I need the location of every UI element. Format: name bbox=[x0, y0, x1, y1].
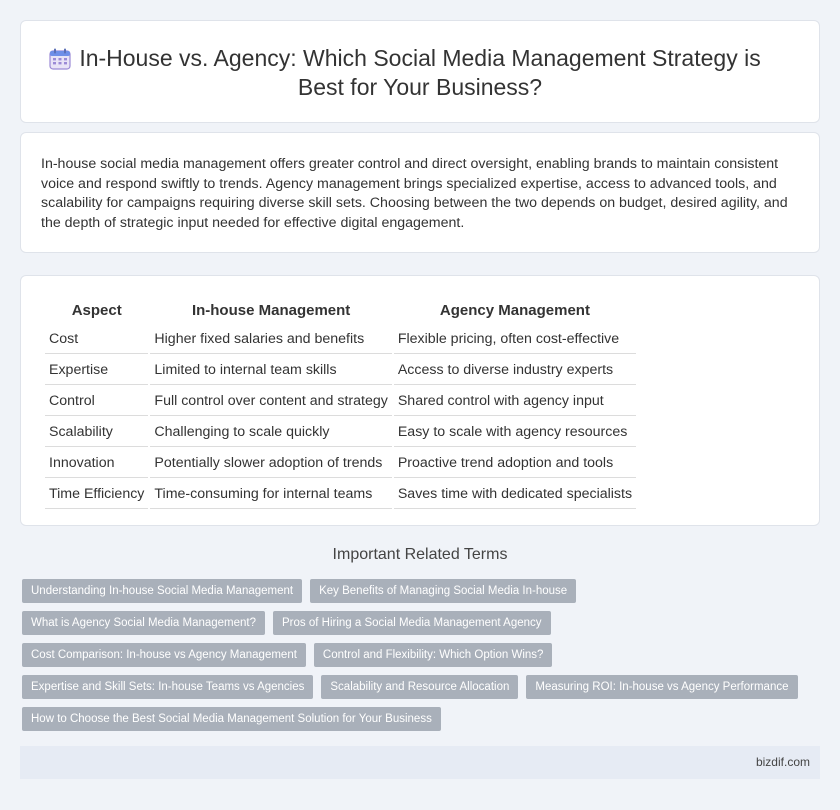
related-term-link[interactable]: Expertise and Skill Sets: In-house Teams vs Agencies bbox=[22, 675, 313, 699]
comparison-card bbox=[20, 275, 820, 526]
table-row bbox=[45, 449, 636, 478]
table-cell: Shared control with agency input bbox=[394, 387, 636, 416]
table-cell: Control bbox=[45, 387, 148, 416]
table-cell: Easy to scale with agency resources bbox=[394, 418, 636, 447]
column-header-inhouse: In-house Management bbox=[191, 302, 351, 319]
related-term-link[interactable]: Understanding In-house Social Media Management bbox=[22, 579, 302, 603]
related-term-link[interactable]: What is Agency Social Media Management? bbox=[22, 611, 265, 635]
related-term-link[interactable]: Pros of Hiring a Social Media Management Agency bbox=[273, 611, 551, 635]
intro-paragraph: In-house social media management offers greater control and direct oversight, enabling brands to maintain consistent voice and respond swiftly to trends. Agency management brings specialized expertise, access to advanced tools, and scalability for campaigns requiring diverse skill sets. Choosing between the two depends on budget, desired agility, and the depth of strategic input needed for effective digital engagement. bbox=[41, 156, 788, 231]
title-line-2: Best for Your Business? bbox=[297, 74, 543, 100]
table-cell: Proactive trend adoption and tools bbox=[394, 449, 636, 478]
table-cell: Flexible pricing, often cost-effective bbox=[394, 325, 636, 354]
comparison-table bbox=[43, 296, 638, 511]
related-term-link[interactable]: Key Benefits of Managing Social Media In-house bbox=[310, 579, 576, 603]
table-cell: Limited to internal team skills bbox=[150, 356, 391, 385]
tag-row bbox=[22, 643, 822, 667]
related-term-link[interactable]: How to Choose the Best Social Media Management Solution for Your Business bbox=[22, 707, 441, 731]
related-term-link[interactable]: Control and Flexibility: Which Option Wins? bbox=[314, 643, 553, 667]
tag-row bbox=[22, 707, 822, 731]
intro-card bbox=[20, 132, 820, 253]
table-cell: Access to diverse industry experts bbox=[394, 356, 636, 385]
table-cell: Challenging to scale quickly bbox=[150, 418, 391, 447]
table-row bbox=[45, 418, 636, 447]
related-terms-title: Important Related Terms bbox=[332, 546, 508, 563]
table-cell: Saves time with dedicated specialists bbox=[394, 480, 636, 509]
related-terms-list bbox=[22, 579, 822, 739]
table-cell: Potentially slower adoption of trends bbox=[150, 449, 391, 478]
table-cell: Time Efficiency bbox=[45, 480, 148, 509]
table-cell: Higher fixed salaries and benefits bbox=[150, 325, 391, 354]
table-cell: Full control over content and strategy bbox=[150, 387, 391, 416]
table-cell: Time-consuming for internal teams bbox=[150, 480, 391, 509]
table-cell: Expertise bbox=[45, 356, 148, 385]
page-title bbox=[21, 44, 819, 102]
table-row bbox=[45, 480, 636, 509]
table-row bbox=[45, 387, 636, 416]
related-term-link[interactable]: Cost Comparison: In-house vs Agency Management bbox=[22, 643, 306, 667]
tag-row bbox=[22, 611, 822, 635]
table-header-row bbox=[45, 298, 636, 323]
table-cell: Innovation bbox=[45, 449, 148, 478]
site-name[interactable]: bizdif.com bbox=[755, 755, 810, 769]
tag-row bbox=[22, 675, 822, 699]
table-cell: Scalability bbox=[45, 418, 148, 447]
table-row bbox=[45, 356, 636, 385]
title-line-1: In-House vs. Agency: Which Social Media Management Strategy is bbox=[79, 45, 761, 71]
tag-row bbox=[22, 579, 822, 603]
related-term-link[interactable]: Scalability and Resource Allocation bbox=[321, 675, 518, 699]
column-header-agency: Agency Management bbox=[439, 302, 590, 319]
header-card bbox=[20, 20, 820, 123]
table-row bbox=[45, 325, 636, 354]
footer bbox=[20, 746, 820, 779]
related-term-link[interactable]: Measuring ROI: In-house vs Agency Performance bbox=[526, 675, 797, 699]
column-header-aspect: Aspect bbox=[71, 302, 122, 319]
table-cell: Cost bbox=[45, 325, 148, 354]
